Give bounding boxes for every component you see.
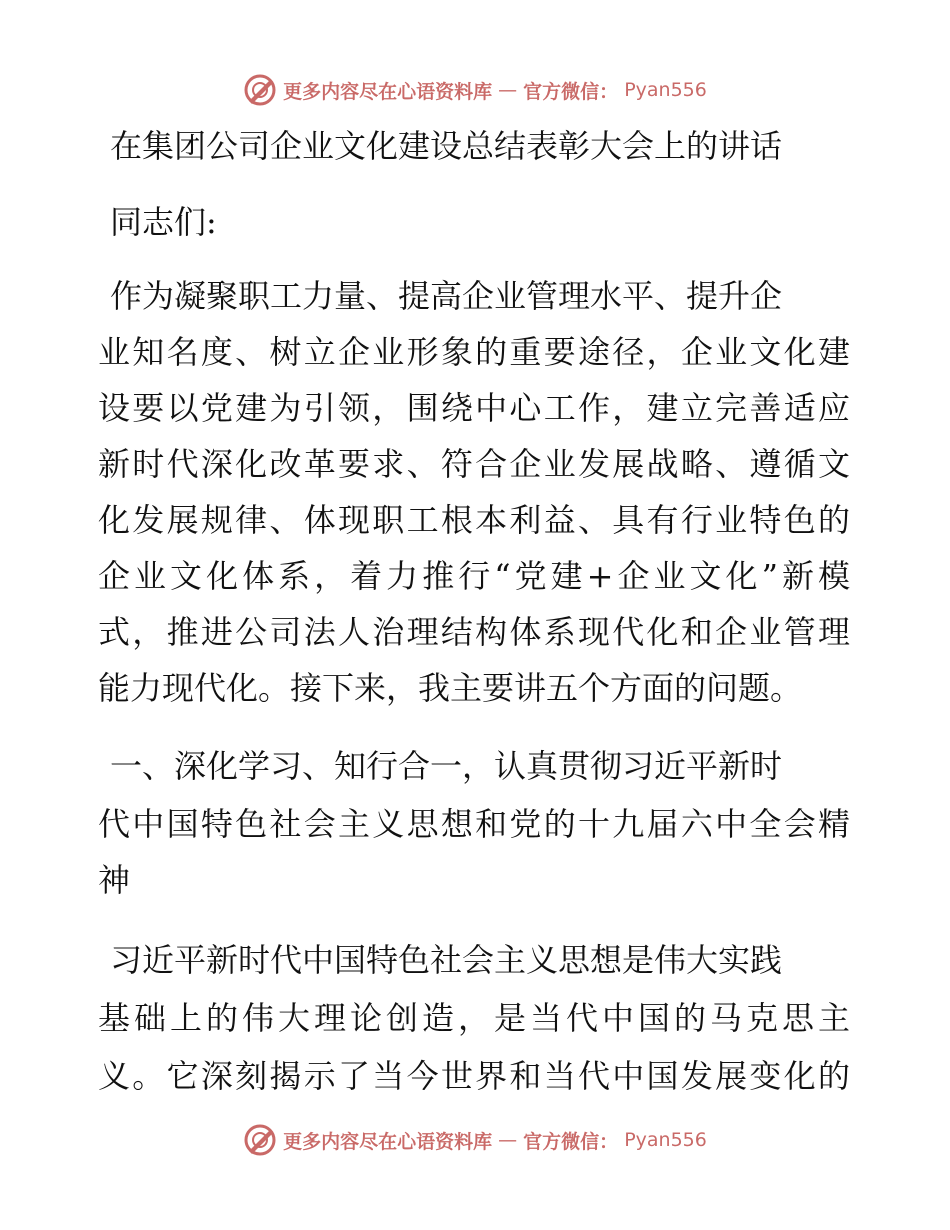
- paragraph-line: 设要以党建为引领，围绕中心工作，建立完善适应: [98, 389, 850, 427]
- watermark-label: 官方微信：: [523, 1130, 619, 1153]
- watermark-brand-text: 更多内容尽在心语资料库: [283, 1130, 493, 1153]
- section-heading-line: 神: [98, 861, 131, 899]
- watermark-header: [0, 70, 950, 110]
- watermark-label: 官方微信：: [523, 80, 619, 103]
- watermark-dash: —: [498, 79, 518, 101]
- paragraph-line: 能力现代化。接下来，我主要讲五个方面的问题。: [98, 669, 803, 707]
- section-heading-line: 一、深化学习、知行合一，认真贯彻习近平新时: [110, 747, 783, 785]
- section-heading-line: 代中国特色社会主义思想和党的十九届六中全会精: [98, 805, 850, 843]
- watermark-logo-icon: [243, 1123, 277, 1157]
- paragraph-line: 业知名度、树立企业形象的重要途径，企业文化建: [98, 333, 850, 371]
- paragraph-line: 习近平新时代中国特色社会主义思想是伟大实践: [110, 941, 783, 979]
- paragraph-line: 作为凝聚职工力量、提高企业管理水平、提升企: [110, 277, 783, 315]
- paragraph-line: 新时代深化改革要求、符合企业发展战略、遵循文: [98, 445, 850, 483]
- salutation: 同志们:: [110, 203, 217, 241]
- paragraph-line: 化发展规律、体现职工根本利益、具有行业特色的: [98, 501, 850, 539]
- watermark-wechat-id: Pyan556: [624, 79, 707, 101]
- watermark-dash: —: [498, 1129, 518, 1151]
- paragraph-line: 式，推进公司法人治理结构体系现代化和企业管理: [98, 613, 850, 651]
- document-title: 在集团公司企业文化建设总结表彰大会上的讲话: [110, 127, 783, 165]
- paragraph-line: 基础上的伟大理论创造，是当代中国的马克思主: [98, 999, 850, 1037]
- paragraph-line: 企业文化体系，着力推行“党建+企业文化”新模: [98, 557, 850, 595]
- watermark-brand-text: 更多内容尽在心语资料库: [283, 80, 493, 103]
- watermark-wechat-id: Pyan556: [624, 1129, 707, 1151]
- watermark-logo-icon: [243, 73, 277, 107]
- paragraph-line: 义。它深刻揭示了当今世界和当代中国发展变化的: [98, 1057, 850, 1095]
- watermark-footer: [0, 1120, 950, 1160]
